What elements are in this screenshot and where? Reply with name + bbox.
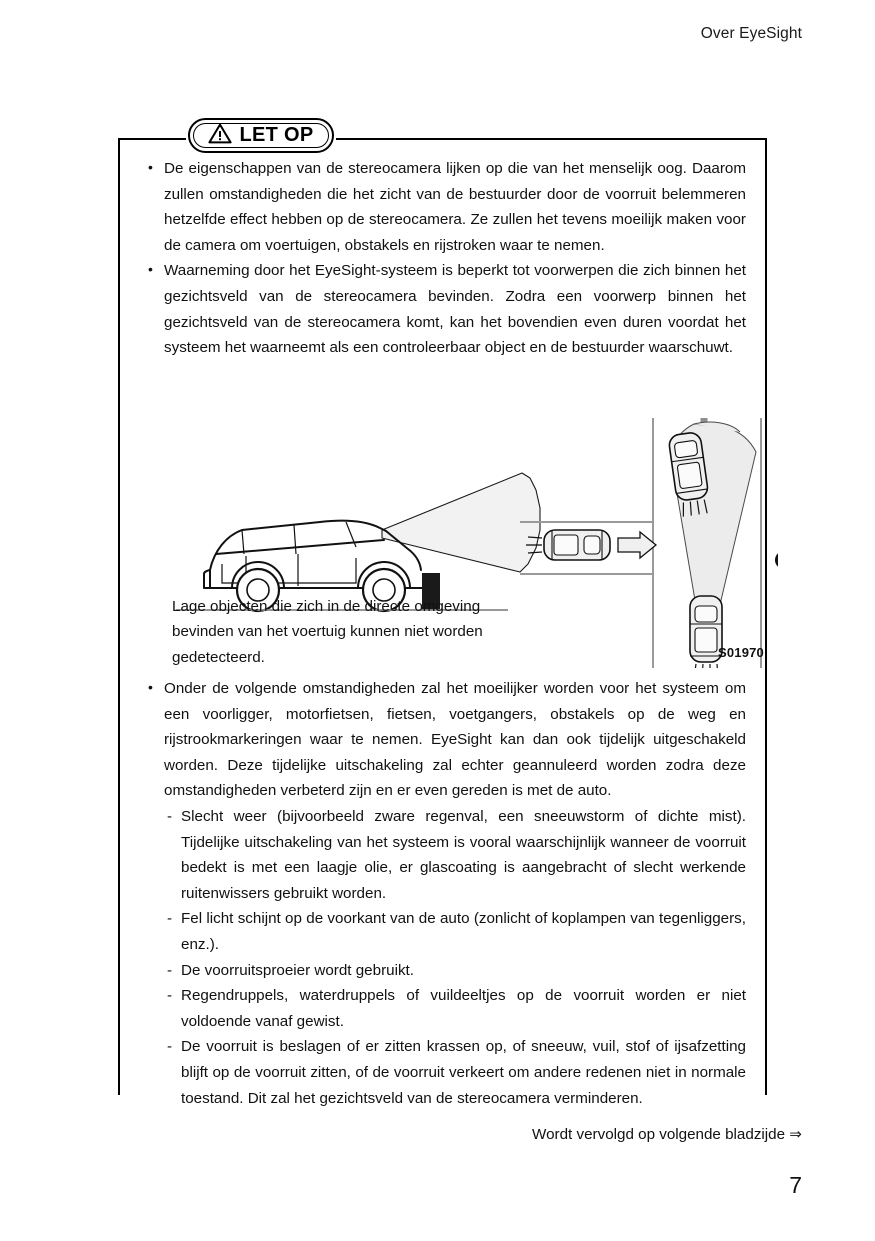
caution-bullet-item: • Onder de volgende omstandigheden zal het moeilijker worden voor het systeem om een voorligger, motorfietsen, fietsen, voetgangers, obstakels op de weg en rijstrookmarkeringen waar te nemen. EyeSight kan dan ook tijdelijk uitgeschakeld worden. Deze tijdelijke uitschakeling zal echter geannuleerd worden zodra deze omstandigheden verbeterd zijn en er even gereden is met de auto. [146, 676, 746, 804]
side-view-scene [176, 473, 540, 611]
page-header-title: Over EyeSight [700, 25, 802, 42]
caution-bullet-item: • Waarneming door het EyeSight-systeem is beperkt tot voorwerpen die zich binnen het gezichtsveld van de stereocamera bevinden. Zodra een voorwerp binnen het gezichtsveld van de stereocamera komt, kan het bovendien even duren voordat het systeem het waarneemt als een controleerbaar object en de bestuurder waarschuwt. [146, 258, 746, 360]
caution-badge [188, 118, 334, 153]
caution-dash-list [146, 804, 746, 1111]
page-number: 7 [789, 1172, 802, 1198]
caution-bullet-list-top [146, 156, 746, 361]
caution-dash-item: - Slecht weer (bijvoorbeeld zware regenval, een sneeuwstorm of dichte mist). Tijdelijke uitschakeling van het systeem is vooral waarschijnlijk wanneer de voorruit bedekt is met een laagje olie, er glascoating is aangebracht of slecht werkende ruitenwissers gebruikt worden. [166, 804, 746, 906]
motion-arrow [618, 532, 656, 558]
figure-id-label: S01970 [717, 645, 764, 660]
caution-dash-item: - Fel licht schijnt op de voorkant van de auto (zonlicht of koplampen van tegenliggers, enz.). [166, 906, 746, 957]
caution-dash-item: - De voorruitsproeier wordt gebruikt. [166, 958, 746, 984]
intersection-scene [520, 418, 778, 668]
caution-bullet-list-bottom [146, 676, 746, 804]
caution-dash-item: - De voorruit is beslagen of er zitten krassen op, of sneeuw, vuil, stof of ijsafzetting blijft op de voorruit zitten, of de voorruit verkeert om andere redenen niet in normale toestand. Dit zal het gezichtsveld van de stereocamera verminderen. [166, 1034, 746, 1111]
caution-content [146, 156, 764, 1107]
caution-bullet-item: • De eigenschappen van de stereocamera lijken op die van het menselijk oog. Daarom zullen omstandigheden die het zicht van de bestuurder door de voorruit belemmeren hetzelfde effect hebben op de stereocamera. Ze zullen het tevens moeilijk maken voor de camera om voertuigen, obstakels en rijstroken waar te nemen. [146, 156, 746, 258]
caution-dash-item: - Regendruppels, waterdruppels of vuildeeltjes op de voorruit worden er niet voldoende vanaf gewist. [166, 983, 746, 1034]
figure-caption: Lage objecten die zich in de directe omgeving bevinden van het voertuig kunnen niet worden gedetecteerd. [172, 598, 483, 666]
caution-box [118, 124, 767, 1107]
caution-badge-label: LET OP [239, 124, 314, 146]
continued-next-page-label: Wordt vervolgd op volgende bladzijde ⇒ [532, 1126, 802, 1143]
warning-triangle-icon [208, 123, 232, 149]
undetected-object-dot [775, 551, 778, 569]
